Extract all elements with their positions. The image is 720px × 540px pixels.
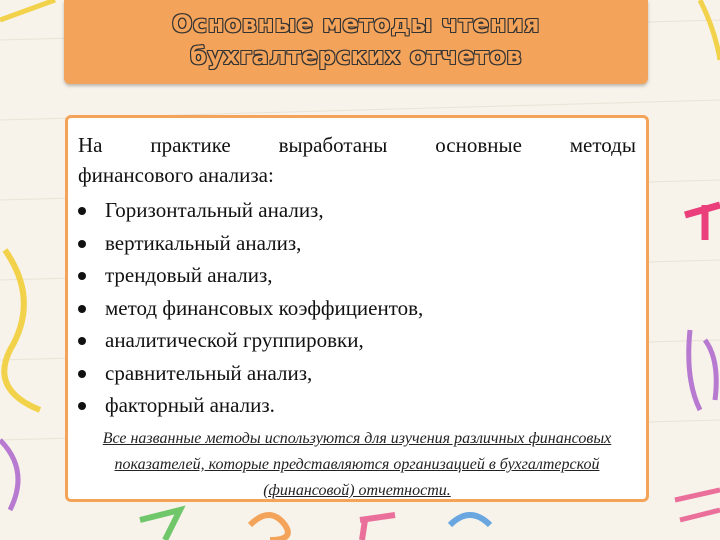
- content-panel: [65, 115, 649, 502]
- method-label: вертикальный анализ,: [105, 230, 302, 255]
- summary-note: Все названные методы используются для изучения различных финансовых показателей, которые представляются организацией в бухгалтерской (финансовой) отчетности.: [102, 430, 612, 499]
- slide-title-line1: Основные методы чтения: [171, 10, 540, 38]
- doodle-pink-right-bottom: [675, 490, 720, 520]
- bullet-icon: [78, 402, 86, 410]
- intro-word: основные: [435, 133, 522, 157]
- doodle-blue-bottom: [450, 515, 490, 525]
- intro-word: методы: [569, 133, 636, 157]
- intro-line1: [78, 130, 636, 160]
- list-item: [78, 389, 636, 422]
- bullet-icon: [78, 272, 86, 280]
- methods-list: [78, 194, 636, 422]
- doodle-yellow-top: [0, 0, 55, 20]
- method-label: метод финансовых коэффициентов,: [105, 295, 424, 320]
- doodle-yellow-left: [4, 250, 40, 410]
- doodle-orange-bottom: [250, 515, 288, 540]
- intro-paragraph: [78, 130, 636, 190]
- method-label: факторный анализ.: [105, 393, 275, 417]
- list-item: [78, 227, 636, 260]
- doodle-pink-bottom: [360, 515, 395, 540]
- intro-word: выработаны: [278, 133, 388, 157]
- bullet-icon: [78, 337, 86, 345]
- doodle-yellow-right: [700, 0, 720, 60]
- intro-line2: финансового анализа:: [78, 163, 274, 187]
- bullet-icon: [78, 240, 86, 248]
- list-item: [78, 357, 636, 390]
- bullet-icon: [78, 207, 86, 215]
- method-label: Горизонтальный анализ,: [105, 198, 324, 222]
- doodle-pink-right: [685, 205, 720, 240]
- intro-word: На: [78, 133, 103, 157]
- method-label: аналитической группировки,: [105, 328, 364, 352]
- intro-word: практике: [150, 133, 231, 157]
- bullet-icon: [78, 305, 86, 313]
- method-label: сравнительный анализ,: [105, 360, 313, 385]
- list-item: [78, 259, 636, 292]
- list-item: [78, 292, 636, 325]
- method-label: трендовый анализ,: [105, 263, 273, 287]
- doodle-green-bottom: [140, 510, 180, 540]
- bullet-icon: [78, 370, 86, 378]
- doodle-purple-left: [0, 440, 18, 510]
- title-banner: [64, 0, 648, 84]
- list-item: [78, 324, 636, 357]
- doodle-purple-right: [689, 330, 717, 410]
- list-item: [78, 194, 636, 227]
- slide-title-line2: бухгалтерских отчетов: [190, 42, 522, 70]
